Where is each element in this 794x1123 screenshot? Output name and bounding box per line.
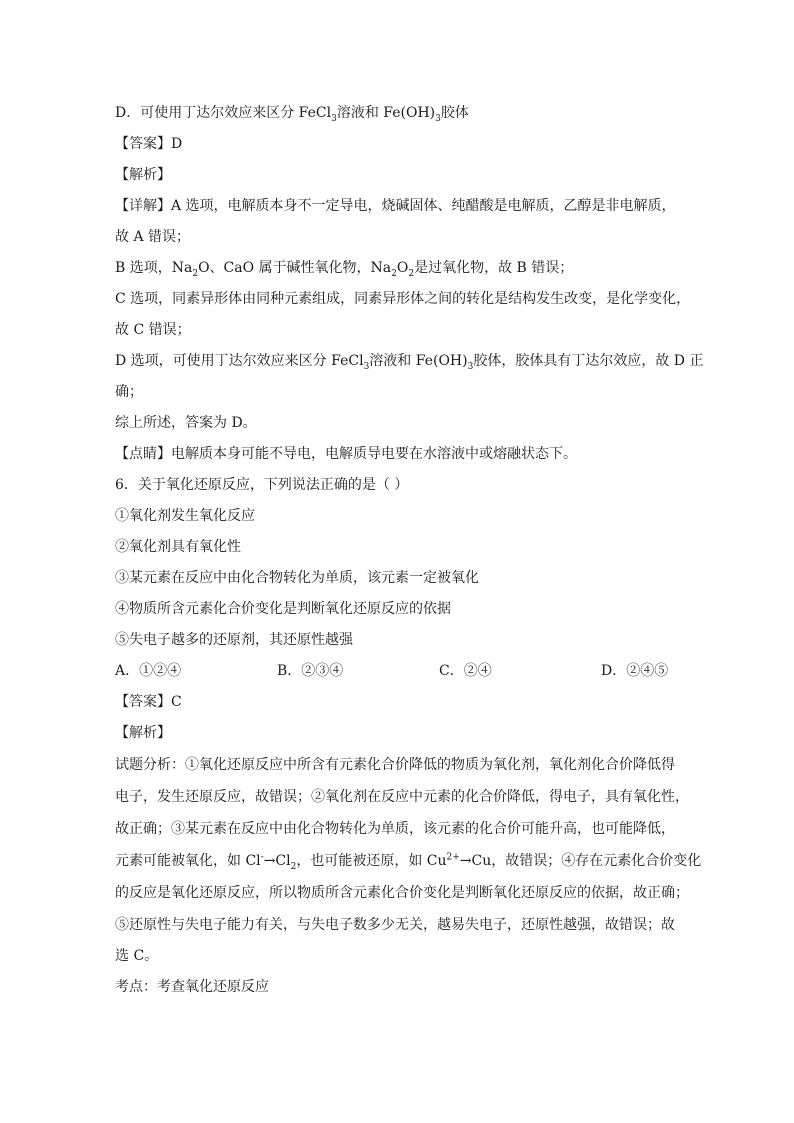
q5-detail-a: 【详解】A 选项，电解质本身不一定导电，烧碱固体、纯醋酸是电解质，乙醇是非电解质， xyxy=(115,198,676,214)
q5-option-d: D．可使用丁达尔效应来区分 FeCl$_3$溶液和 $Fe(OH)_3$胶体 xyxy=(115,105,469,124)
q6-topic: 考点：考查氧化还原反应 xyxy=(115,979,269,995)
q6-item-1: ①氧化剂发生氧化反应 xyxy=(115,508,255,524)
q6-item-3: ③某元素在反应中由化合物转化为单质，该元素一定被氧化 xyxy=(115,570,479,586)
q5-analysis-heading: 【解析】 xyxy=(115,167,171,183)
q6-analysis-line-7: 选 C。 xyxy=(115,948,159,964)
q6-analysis-line-5: 的反应是氧化还原反应，所以物质所含元素化合价变化是判断氧化还原反应的依据，故正确； xyxy=(115,885,689,901)
q6-item-4: ④物质所含元素化合价变化是判断氧化还原反应的依据 xyxy=(115,601,451,617)
q6-analysis-line-2: 电子，发生还原反应，故错误；②氧化剂在反应中元素的化合价降低，得电子，具有氧化性， xyxy=(115,789,689,805)
q6-option-c: C．②④ xyxy=(439,663,492,679)
q5-detail-a-cont: 故 A 错误； xyxy=(115,229,191,245)
q6-option-b: B．②③④ xyxy=(277,663,344,679)
q5-note: 【点睛】电解质本身可能不导电，电解质导电要在水溶液中或熔融状态下。 xyxy=(115,446,577,462)
q6-option-d: D．②④⑤ xyxy=(601,663,669,679)
q5-detail-d-cont: 确； xyxy=(115,384,143,400)
document-page xyxy=(115,98,704,1003)
q6-options xyxy=(115,656,690,687)
q5-detail-d: D 选项，可使用丁达尔效应来区分 FeCl$_3$溶液和 $Fe(OH)_3$胶体，胶体具有丁达尔效应，故 D 正 xyxy=(115,353,704,372)
q6-analysis-heading: 【解析】 xyxy=(115,725,171,741)
q5-detail-c: C 选项，同素异形体由同种元素组成，同素异形体之间的转化是结构发生改变，是化学变化， xyxy=(115,291,691,307)
q5-summary: 综上所述，答案为 D。 xyxy=(115,415,257,431)
q6-analysis-line-3: 故正确；③某元素在反应中由化合物转化为单质，该元素的化合价可能升高，也可能降低， xyxy=(115,821,675,837)
q6-option-a: A．①②④ xyxy=(115,663,182,679)
q6-analysis-line-4: 元素可能被氧化，如 $Cl^-\to Cl_2$，也可能被还原，如 $Cu^{2+}\to Cu$，故错误；④存在元素化合价变化 xyxy=(115,852,702,872)
q5-detail-c-cont: 故 C 错误； xyxy=(115,322,191,338)
q5-detail-b: B 选项，$Na_2O$、CaO 属于碱性氧化物，$Na_2O_2$是过氧化物，故 B 错误； xyxy=(115,260,574,279)
q5-answer: 【答案】D xyxy=(115,136,183,152)
q6-analysis-line-6: ⑤还原性与失电子能力有关，与失电子数多少无关，越易失电子，还原性越强，故错误；故 xyxy=(115,917,675,933)
q6-item-2: ②氧化剂具有氧化性 xyxy=(115,539,241,555)
q6-answer: 【答案】C xyxy=(115,694,182,710)
q6-stem: 6．关于氧化还原反应，下列说法正确的是（ ） xyxy=(115,477,409,493)
q6-item-5: ⑤失电子越多的还原剂，其还原性越强 xyxy=(115,632,353,648)
q6-analysis-line-1: 试题分析：①氧化还原反应中所含有元素化合价降低的物质为氧化剂，氧化剂化合价降低得 xyxy=(115,757,675,773)
